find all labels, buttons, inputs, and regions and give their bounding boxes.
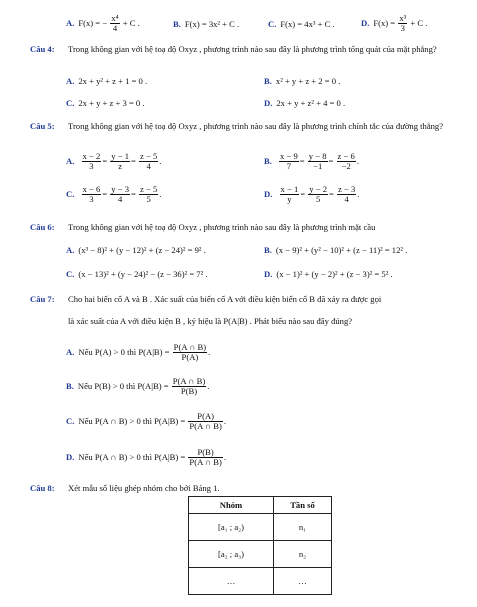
- question-label: Câu 8:: [30, 483, 55, 493]
- denominator: 5: [146, 194, 151, 205]
- q4-option-c: [66, 98, 145, 109]
- option-letter: D.: [66, 451, 75, 462]
- numerator: y − 2: [309, 184, 328, 194]
- denominator: P(A): [181, 352, 199, 363]
- numerator: x − 1: [280, 184, 299, 194]
- table-cell: [a₂ ; a₃): [189, 541, 274, 568]
- denominator: −1: [313, 161, 323, 172]
- table-cell: n₂: [274, 541, 332, 568]
- question-text: Xét mẫu số liệu ghép nhóm cho bởi Bảng 1.: [68, 483, 220, 493]
- option-text: 2x + y + z + 3 = 0 .: [78, 98, 145, 108]
- q6-option-d: [264, 269, 393, 280]
- denominator: 5: [315, 194, 321, 205]
- q7-option-c: C. Nếu P(A ∩ B) > 0 thì P(A|B) = $\frac{P(A)}{P(A \cap B)}$ .: [66, 411, 227, 432]
- q5-option-c: C. $\frac{x - 6}{3}$ = $\frac{y - 3}{4}$ = $\frac{z - 5}{5}$ .: [66, 184, 162, 205]
- option-text: Nếu P(B) > 0 thì P(A|B) =: [77, 380, 169, 391]
- numerator: x − 9: [280, 151, 298, 161]
- q7-option-b: B. Nếu P(B) > 0 thì P(A|B) = $\frac{P(A \cap B)}{P(B)}$ .: [66, 376, 210, 397]
- option-text: Nếu P(A ∩ B) > 0 thì P(A|B) =: [78, 415, 186, 426]
- fraction: [279, 152, 299, 172]
- numerator: P(A ∩ B): [173, 342, 207, 352]
- numerator: z − 3: [338, 184, 356, 194]
- denominator: 3: [400, 23, 405, 34]
- fraction: [398, 14, 407, 34]
- question-4: [30, 44, 465, 55]
- numerator: x − 2: [82, 151, 101, 161]
- question-label: Câu 5:: [30, 121, 55, 131]
- fraction: [308, 152, 328, 172]
- q4-option-d: [264, 98, 345, 109]
- fraction: [82, 185, 102, 205]
- denominator: 3: [89, 194, 94, 205]
- fraction: [139, 152, 158, 172]
- option-text: F(x) = 4x³ + C .: [280, 19, 335, 29]
- option-text: 2x + y + z² + 4 = 0 .: [276, 98, 346, 108]
- fraction: [308, 185, 328, 205]
- fraction: [188, 448, 222, 468]
- fraction: [172, 377, 206, 397]
- option-letter: D.: [264, 269, 273, 279]
- option-letter: D.: [264, 188, 273, 199]
- option-letter: A.: [66, 17, 75, 28]
- option-letter: B.: [66, 380, 74, 391]
- option-letter: A.: [66, 155, 75, 166]
- fraction: [337, 152, 356, 172]
- table-row: [189, 541, 332, 568]
- fraction: [337, 185, 356, 205]
- option-letter: A.: [66, 346, 75, 357]
- numerator: x³: [399, 13, 407, 23]
- option-letter: A.: [66, 245, 75, 255]
- numerator: P(B): [188, 448, 222, 458]
- option-text: F(x) = −: [78, 17, 108, 28]
- q5-option-b: B. $\frac{x - 9}{7}$ = $\frac{y - 8}{-1}$ = $\frac{z - 6}{-2}$ .: [264, 151, 359, 172]
- table-header: Nhóm: [189, 497, 274, 514]
- numerator: x⁴: [111, 13, 119, 23]
- option-text: (x − 1)² + (y − 2)² + (z − 3)² = 5² .: [276, 269, 393, 279]
- denominator: 4: [117, 194, 123, 205]
- option-letter: B.: [264, 155, 272, 166]
- fraction: [110, 14, 119, 34]
- q4-option-b: [264, 76, 340, 87]
- question-text: Cho hai biến cố A và B . Xác suất của biến cố A với điều kiện biến cố B đã xảy ra được gọi: [68, 294, 382, 304]
- table-cell: …: [189, 568, 274, 595]
- question-label: Câu 6:: [30, 222, 55, 232]
- denominator: −2: [341, 161, 351, 172]
- question-6: [30, 222, 465, 233]
- q6-option-a: [66, 245, 206, 256]
- denominator: P(B): [180, 386, 198, 397]
- fraction: [280, 185, 300, 205]
- numerator: z − 6: [337, 151, 355, 161]
- q6-option-b: [264, 245, 407, 256]
- question-5: [30, 121, 465, 132]
- numerator: P(A ∩ B): [172, 376, 206, 386]
- option-letter: B.: [264, 76, 272, 86]
- denominator: y: [287, 194, 292, 205]
- denominator: 3: [89, 161, 94, 172]
- top-option-a: [66, 14, 140, 34]
- fraction: [110, 152, 130, 172]
- question-text: Trong không gian với hệ toạ độ Oxyz , phương trình nào sau đây là phương trình mặt cầu: [68, 222, 376, 232]
- denominator: 4: [112, 23, 118, 34]
- q5-option-a: A. $\frac{x - 2}{3}$ = $\frac{y - 1}{z}$ = $\frac{z - 5}{4}$ .: [66, 151, 162, 172]
- option-letter: C.: [66, 415, 75, 426]
- fraction: [110, 185, 130, 205]
- q7-option-a: A. Nếu P(A) > 0 thì P(A|B) = $\frac{P(A \cap B)}{P(A)}$ .: [66, 342, 211, 363]
- top-option-b: [173, 19, 239, 30]
- fraction: [188, 412, 222, 432]
- denominator: 4: [344, 194, 349, 205]
- q4-option-a: [66, 76, 147, 87]
- q7-option-d: D. Nếu P(A ∩ B) > 0 thì P(A|B) = $\frac{P(B)}{P(A \cap B)}$ .: [66, 447, 227, 468]
- top-option-c: [268, 19, 335, 30]
- option-text: Nếu P(A ∩ B) > 0 thì P(A|B) =: [78, 451, 186, 462]
- fraction: [139, 185, 158, 205]
- table-cell: [a₁ ; a₂): [189, 514, 274, 541]
- numerator: x − 6: [82, 184, 101, 194]
- option-letter: C.: [66, 269, 75, 279]
- denominator: P(A ∩ B): [189, 457, 222, 468]
- q5-option-d: D. $\frac{x - 1}{y}$ = $\frac{y - 2}{5}$ = $\frac{z - 3}{4}$ .: [264, 184, 360, 205]
- option-letter: B.: [173, 19, 181, 29]
- table-cell: n₁: [274, 514, 332, 541]
- option-letter: C.: [66, 98, 75, 108]
- option-text: Nếu P(A) > 0 thì P(A|B) =: [78, 346, 170, 357]
- option-letter: B.: [264, 245, 272, 255]
- option-letter: A.: [66, 76, 75, 86]
- question-7: [30, 294, 465, 305]
- numerator: y − 1: [111, 151, 130, 161]
- option-text: + C .: [122, 17, 140, 28]
- table-cell: …: [274, 568, 332, 595]
- table-row: [189, 514, 332, 541]
- option-text: (x − 9)² + (y² − 10)² + (z − 11)² = 12² .: [275, 245, 408, 255]
- question-text: Trong không gian với hệ toạ độ Oxyz , phương trình nào sau đây là phương trình tổng quát của mặt phẳng?: [68, 44, 437, 54]
- option-letter: C.: [66, 188, 75, 199]
- option-text: + C .: [410, 17, 428, 28]
- option-letter: D.: [361, 17, 370, 28]
- numerator: y − 8: [308, 151, 327, 161]
- question-text: Trong không gian với hệ toạ độ Oxyz , phương trình nào sau đây là phương trình chính tắc của đường thẳng?: [68, 121, 444, 131]
- option-text: x² + y + z + 2 = 0 .: [275, 76, 341, 86]
- option-text: 2x + y² + z + 1 = 0 .: [78, 76, 148, 86]
- table-header-row: [189, 497, 332, 514]
- numerator: y − 3: [111, 184, 130, 194]
- option-text: F(x) =: [373, 17, 396, 28]
- fraction: [173, 343, 207, 363]
- option-text: (x³ − 8)² + (y − 12)² + (z − 24)² = 9² .: [78, 245, 206, 255]
- numerator: P(A): [188, 412, 222, 422]
- fraction: [82, 152, 102, 172]
- numerator: z − 5: [140, 184, 158, 194]
- q7-text-line-2: là xác suất của A với điều kiện B , ký hiệu là P(A|B) . Phát biểu nào sau đây đúng?: [68, 316, 353, 326]
- frequency-table: [188, 496, 332, 595]
- option-text: F(x) = 3x² + C .: [184, 19, 240, 29]
- question-label: Câu 7:: [30, 294, 55, 304]
- question-8: [30, 483, 465, 494]
- option-letter: D.: [264, 98, 273, 108]
- numerator: z − 5: [140, 151, 158, 161]
- table-header: Tần số: [274, 497, 332, 514]
- option-text: (x − 13)² + (y − 24)² − (z − 36)² = 7² .: [78, 269, 208, 279]
- denominator: 4: [146, 161, 151, 172]
- table-row: [189, 568, 332, 595]
- top-option-d: [361, 14, 427, 34]
- question-label: Câu 4:: [30, 44, 55, 54]
- denominator: P(A ∩ B): [189, 421, 222, 432]
- denominator: z: [118, 161, 123, 172]
- q6-option-c: [66, 269, 207, 280]
- option-letter: C.: [268, 19, 277, 29]
- denominator: 7: [286, 161, 292, 172]
